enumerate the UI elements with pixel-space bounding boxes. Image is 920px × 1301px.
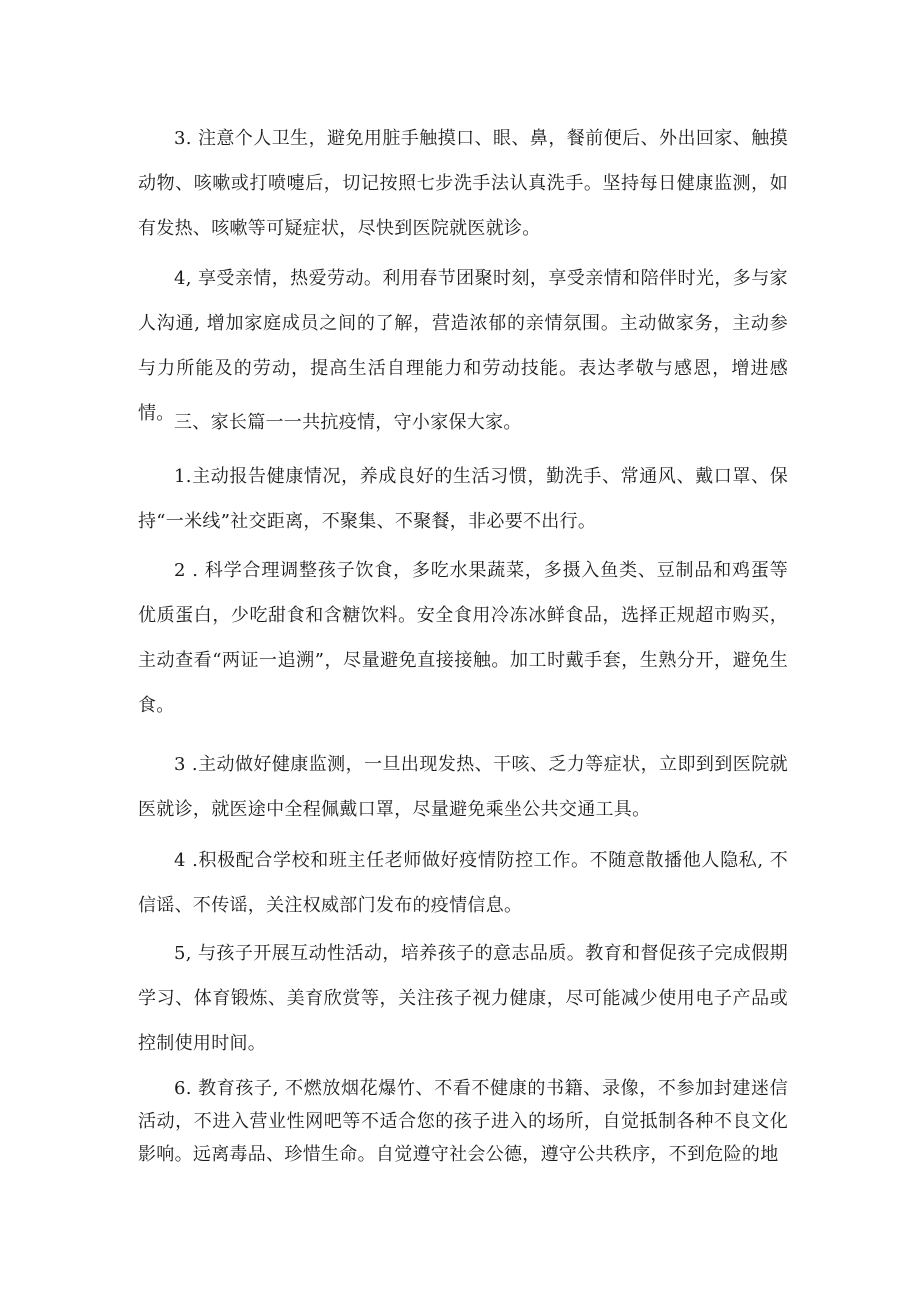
paragraph-activities: 5, 与孩子开展互动性活动，培养孩子的意志品质。教育和督促孩子完成假期学习、体育锻炼、美育欣赏等，关注孩子视力健康，尽可能减少使用电子产品或控制使用时间。 xyxy=(138,943,788,1054)
paragraph-hygiene: 3. 注意个人卫生，避免用脏手触摸口、眼、鼻，餐前便后、外出回家、触摸动物、咳嗽或打喷嚏后，切记按照七步洗手法认真洗手。坚持每日健康监测，如有发热、咳嗽等可疑症状，尽快到医院就医就诊。 xyxy=(138,128,788,239)
paragraph-cooperation: 4 .积极配合学校和班主任老师做好疫情防控工作。不随意散播他人隐私, 不信谣、不传谣，关注权威部门发布的疫情信息。 xyxy=(138,850,788,916)
paragraph-monitoring: 3 .主动做好健康监测，一旦出现发热、干咳、乏力等症状，立即到到医院就医就诊，就医途中全程佩戴口罩，尽量避免乘坐公共交通工具。 xyxy=(138,754,788,820)
paragraph-education: 6. 教育孩子, 不燃放烟花爆竹、不看不健康的书籍、录像，不参加封建迷信活动，不进入营业性网吧等不适合您的孩子进入的场所，自觉抵制各种不良文化影响。远离毒品、珍惜生命。自觉遵守社会公德，遵守公共秩序，不到危险的地 xyxy=(138,1078,788,1165)
paragraph-diet: 2 . 科学合理调整孩子饮食，多吃水果蔬菜，多摄入鱼类、豆制品和鸡蛋等优质蛋白，少吃甜食和含糖饮料。安全食用冷冻冰鲜食品，选择正规超市购买，主动查看“两证一追溯”，尽量避免直接接触。加工时戴手套，生熟分开，避免生食。 xyxy=(138,560,788,716)
section-heading-parents: 三、家长篇一一共抗疫情，守小家保大家。 xyxy=(174,412,522,433)
paragraph-health-report: 1.主动报告健康情况，养成良好的生活习惯，勤洗手、常通风、戴口罩、保持“一米线”社交距离，不聚集、不聚餐，非必要不出行。 xyxy=(138,466,788,532)
paragraph-family-labor: 4, 享受亲情，热爱劳动。利用春节团聚时刻，享受亲情和陪伴时光，多与家人沟通, 增加家庭成员之间的了解，营造浓郁的亲情氛围。主动做家务，主动参与力所能及的劳动，提高生活自理能力和劳动技能。表达孝敬与感恩，增进感情。 xyxy=(138,268,788,424)
